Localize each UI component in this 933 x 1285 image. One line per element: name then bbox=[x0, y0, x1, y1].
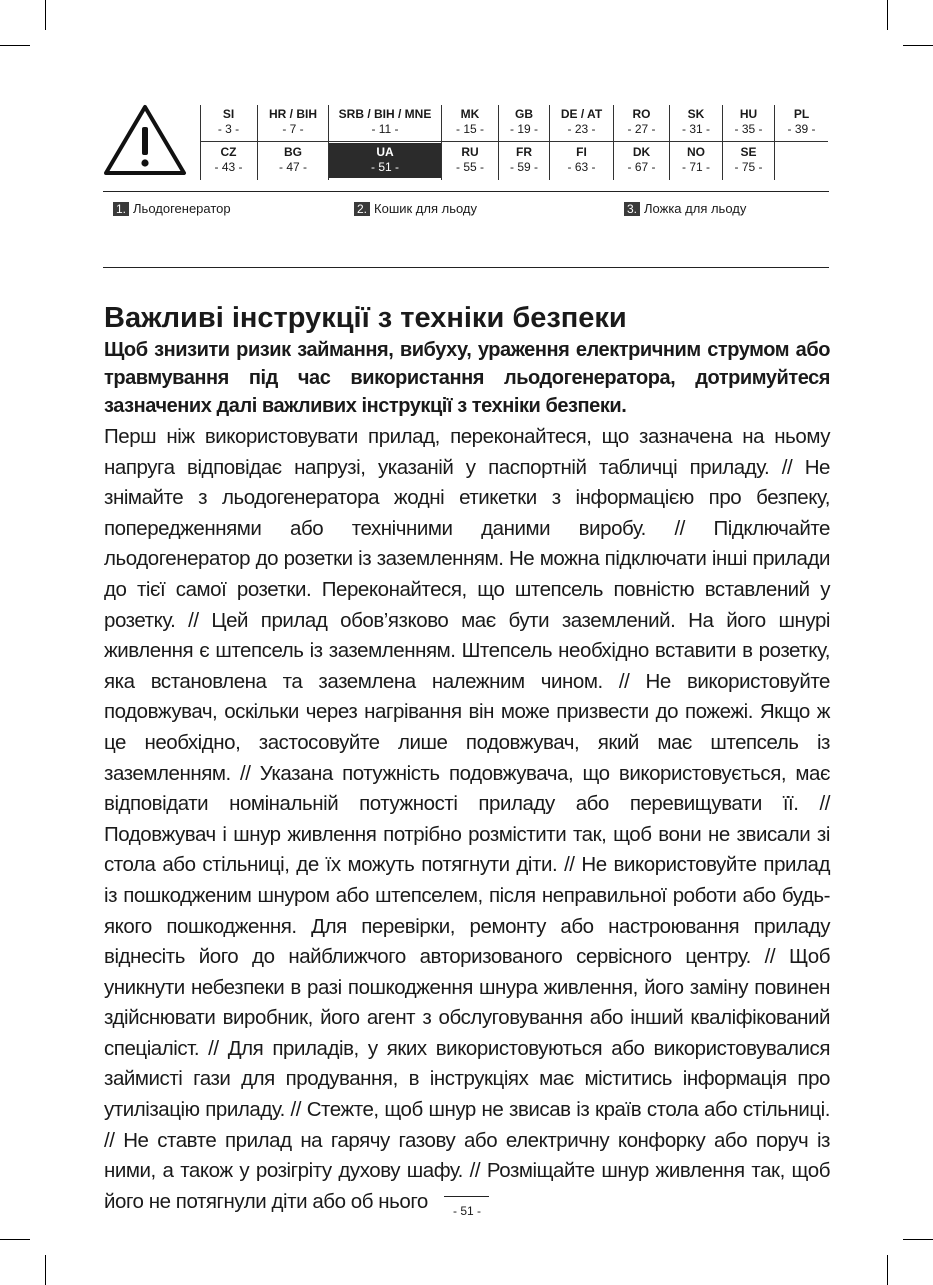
table-col-divider bbox=[669, 105, 670, 180]
lang-page: - 71 - bbox=[681, 160, 710, 174]
part-item-ice-scoop bbox=[624, 201, 746, 217]
page-title: Важливі інструкції з техніки безпеки bbox=[104, 302, 627, 334]
lang-page: - 39 - bbox=[787, 122, 816, 136]
table-col-divider bbox=[257, 105, 258, 180]
lang-code: NO bbox=[687, 145, 705, 159]
crop-mark bbox=[45, 1255, 46, 1285]
lang-code: FI bbox=[576, 145, 587, 159]
section-divider bbox=[103, 267, 829, 268]
header-divider bbox=[103, 191, 829, 192]
lang-cell-pl[interactable] bbox=[775, 105, 828, 140]
lang-cell-mk[interactable] bbox=[442, 105, 498, 140]
warning-icon bbox=[102, 103, 188, 177]
lang-code: RU bbox=[461, 145, 479, 159]
lang-page: - 11 - bbox=[371, 122, 399, 136]
lang-code: RO bbox=[632, 107, 651, 121]
table-col-divider bbox=[549, 105, 550, 180]
lang-page: - 59 - bbox=[509, 160, 538, 174]
part-label: Льодогенератор bbox=[133, 201, 231, 216]
lang-page: - 35 - bbox=[734, 122, 763, 136]
lang-cell-ru[interactable] bbox=[442, 143, 498, 178]
lang-cell-ro[interactable] bbox=[614, 105, 669, 140]
part-label: Ложка для льоду bbox=[644, 201, 747, 216]
lang-cell-bg[interactable] bbox=[258, 143, 328, 178]
lang-page: - 23 - bbox=[567, 122, 596, 136]
lang-code: DE / AT bbox=[560, 107, 603, 121]
lang-code: SE bbox=[740, 145, 757, 159]
lang-page: - 31 - bbox=[681, 122, 710, 136]
language-row bbox=[200, 105, 828, 140]
language-row bbox=[200, 143, 828, 178]
part-item-ice-basket bbox=[354, 201, 477, 217]
lang-cell-gb[interactable] bbox=[499, 105, 549, 140]
lang-code: CZ bbox=[220, 145, 237, 159]
language-index-table bbox=[200, 105, 828, 180]
lead-paragraph: Щоб знизити ризик займання, вибуху, ураження електричним струмом або травмування під час використання льодогенератора, дотримуйтеся зазначених далі важливих інструкції з техніки безпеки. bbox=[104, 339, 830, 417]
lang-page: - 75 - bbox=[734, 160, 763, 174]
lang-code: HR / BIH bbox=[269, 107, 317, 121]
lang-cell-cz[interactable] bbox=[200, 143, 257, 178]
lang-cell-fr[interactable] bbox=[499, 143, 549, 178]
lang-page: - 51 - bbox=[370, 160, 399, 174]
part-number-badge: 3. bbox=[624, 202, 640, 216]
lang-code: DK bbox=[632, 145, 651, 159]
lang-cell-de-at[interactable] bbox=[550, 105, 613, 140]
lang-cell-sk[interactable] bbox=[670, 105, 722, 140]
lang-code: UA bbox=[376, 145, 394, 159]
safety-instructions bbox=[104, 300, 830, 1217]
table-row-divider bbox=[200, 141, 828, 142]
body-paragraph: Перш ніж використовувати прилад, переконайтеся, що зазначена на ньому напруга відповідає напрузі, указаній у паспортній табличці приладу. // Не знімайте з льодогенератора жодні етикетки з інформацією про безпеку, попередженнями або технічними даними виробу. // Підключайте льодогенератор до розетки із заземленням. Не можна підключати інші прилади до тієї самої розетки. Переконайтеся, що штепсель повністю вставлений у розетку. // Цей прилад обов’язково має бути заземлений. На його шнурі живлення є штепсель із заземленням. Штепсель необхідно вставити в розетку, яка встановлена та заземлена належним чином. // Не використовуйте подовжувач, оскільки через нагрівання він може призвести до пожежі. Якщо ж це необхідно, застосовуйте лише подовжувач, який має штепсель із заземленням. // Указана потужність подовжувача, що використовується, має відповідати номінальній потужності приладу або перевищувати її. // Подовжувач і шнур живлення потрібно розмістити так, щоб вони не звисали зі стола або стільниці, де їх можуть потягнути діти. // Не використовуйте прилад із пошкодженим шнуром або штепселем, після неправильної роботи або будь-якого пошкодження. Для перевірки, ремонту або настроювання приладу віднесіть його до найближчого авторизованого сервісного центру. // Щоб уникнути небезпеки в разі пошкодження шнура живлення, його заміну повинен здійснювати виробник, його агент з обслуговування або інший кваліфікований спеціаліст. // Для приладів, у яких використовуються або використовувалися займисті гази для продування, в інструкціях має міститись інформація про утилізацію приладу. // Стежте, щоб шнур не звисав із країв стола або стільниці. // Не ставте прилад на гарячу газову або електричну конфорку або поруч із ними, а також у розігріту духову шафу. // Розміщайте шнур живлення так, щоб його не потягнули діти або об нього bbox=[104, 425, 830, 1213]
lang-page: - 7 - bbox=[282, 122, 304, 136]
lang-code: HU bbox=[739, 107, 758, 121]
crop-mark bbox=[887, 0, 888, 30]
table-col-divider bbox=[328, 105, 329, 180]
lang-cell-hr-bih[interactable] bbox=[258, 105, 328, 140]
lang-cell-hu[interactable] bbox=[723, 105, 774, 140]
lang-page: - 47 - bbox=[278, 160, 307, 174]
lang-page: - 19 - bbox=[509, 122, 538, 136]
lang-page: - 15 - bbox=[455, 122, 484, 136]
lang-cell-se[interactable] bbox=[723, 143, 774, 178]
table-col-divider bbox=[774, 105, 775, 180]
crop-mark bbox=[0, 1239, 30, 1240]
lang-code: SI bbox=[222, 107, 235, 121]
lang-code: BG bbox=[284, 145, 302, 159]
lang-cell-fi[interactable] bbox=[550, 143, 613, 178]
lang-page: - 3 - bbox=[217, 122, 240, 136]
lang-code: MK bbox=[460, 107, 480, 121]
footer-divider bbox=[444, 1196, 489, 1197]
lang-page: - 27 - bbox=[627, 122, 656, 136]
crop-mark bbox=[903, 45, 933, 46]
lang-cell-srb-bih-mne[interactable] bbox=[329, 105, 441, 140]
lang-page: - 55 - bbox=[455, 160, 484, 174]
crop-mark bbox=[903, 1239, 933, 1240]
table-col-divider bbox=[441, 105, 442, 180]
part-number-badge: 2. bbox=[354, 202, 370, 216]
lang-cell-no[interactable] bbox=[670, 143, 722, 178]
crop-mark bbox=[0, 45, 30, 46]
table-col-divider bbox=[200, 105, 201, 180]
crop-mark bbox=[887, 1255, 888, 1285]
lang-cell-ua-current[interactable] bbox=[329, 143, 441, 178]
page-number: - 51 - bbox=[452, 1204, 481, 1218]
lang-cell-si[interactable] bbox=[200, 105, 257, 140]
lang-cell-dk[interactable] bbox=[614, 143, 669, 178]
part-label: Кошик для льоду bbox=[374, 201, 478, 216]
table-col-divider bbox=[722, 105, 723, 180]
lang-page: - 43 - bbox=[214, 160, 243, 174]
part-item-ice-maker bbox=[113, 201, 231, 217]
lang-code: GB bbox=[515, 107, 533, 121]
lang-page: - 63 - bbox=[567, 160, 596, 174]
table-col-divider bbox=[498, 105, 499, 180]
table-col-divider bbox=[613, 105, 614, 180]
crop-mark bbox=[45, 0, 46, 30]
lang-code: FR bbox=[516, 145, 532, 159]
lang-code: SRB / BIH / MNE bbox=[338, 107, 432, 121]
lang-page: - 67 - bbox=[627, 160, 656, 174]
lang-code: SK bbox=[687, 107, 705, 121]
lang-code: PL bbox=[793, 107, 810, 121]
part-number-badge: 1. bbox=[113, 202, 129, 216]
